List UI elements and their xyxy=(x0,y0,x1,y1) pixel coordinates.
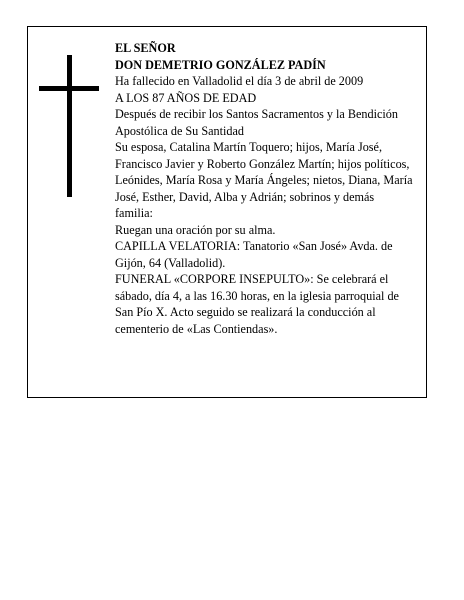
funeral-info: FUNERAL «CORPORE INSEPULTO»: Se celebrará el sábado, día 4, a las 16.30 horas, en la iglesia parroquial de San Pío X. Acto seguido se realizará la conducción al cementerio de «Las Contiendas». xyxy=(115,272,399,336)
chapel-info: CAPILLA VELATORIA: Tanatorio «San José» Avda. de Gijón, 64 (Valladolid). xyxy=(115,239,393,270)
notice-text xyxy=(115,40,415,337)
title-line-1: EL SEÑOR xyxy=(115,41,176,55)
cross-icon xyxy=(39,55,99,197)
family-list: Su esposa, Catalina Martín Toquero; hijos, María José, Francisco Javier y Roberto González Martín; hijos políticos, Leónides, María Rosa y María Ángeles; nietos, Diana, María José, Esther, David, Alba y Adrián; sobrinos y demás familia: xyxy=(115,140,413,220)
cross-vertical-bar xyxy=(67,55,72,197)
sacraments-statement: Después de recibir los Santos Sacramentos y la Bendición Apostólica de Su Santidad xyxy=(115,107,398,138)
obituary-notice xyxy=(27,26,427,398)
deceased-name: DON DEMETRIO GONZÁLEZ PADÍN xyxy=(115,57,326,72)
death-statement: Ha fallecido en Valladolid el día 3 de abril de 2009 xyxy=(115,74,364,88)
age-statement: A LOS 87 AÑOS DE EDAD xyxy=(115,90,257,105)
cross-horizontal-bar xyxy=(39,86,99,91)
prayer-request: Ruegan una oración por su alma. xyxy=(115,222,276,237)
